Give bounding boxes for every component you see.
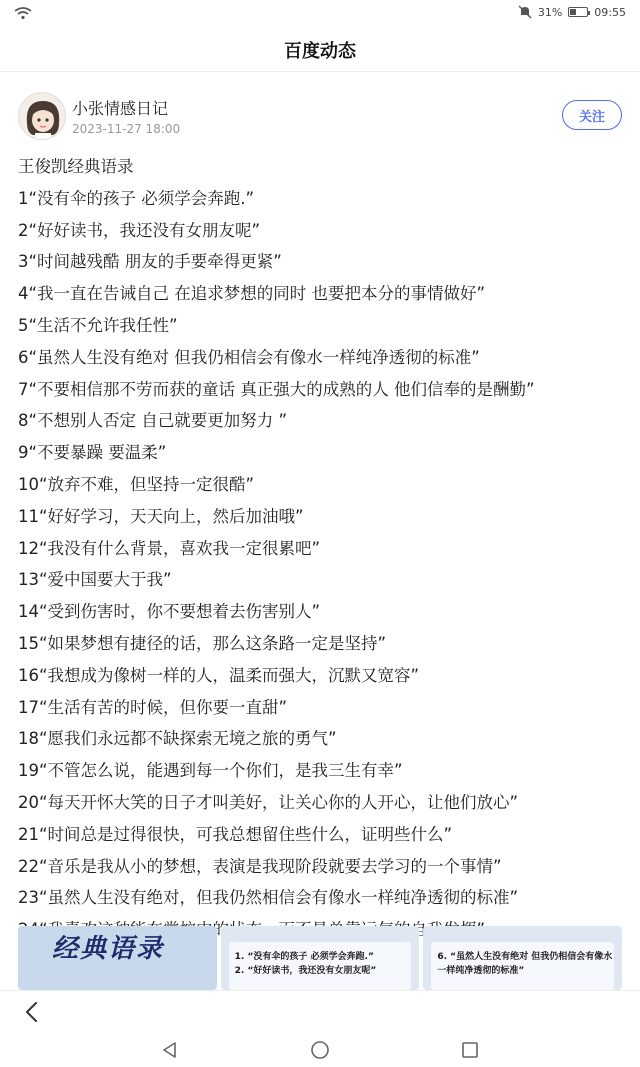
quote-line: 2“好好读书，我还没有女朋友呢”: [18, 220, 261, 240]
quote-line: 8“不想别人否定 自己就要更加努力 ”: [18, 411, 288, 431]
quote-line: 23“虽然人生没有绝对，但我仍然相信会有像水一样纯净透彻的标准”: [18, 888, 519, 908]
quote-line: 11“好好学习，天天向上，然后加油哦”: [18, 506, 304, 526]
quote-line: 20“每天开怀大笑的日子才叫美好，让关心你的人开心，让他们放心”: [18, 792, 519, 812]
quote-line: 19“不管怎么说，能遇到每一个你们，是我三生有幸”: [18, 761, 403, 781]
quote-line: 3“时间越残酷 朋友的手要牵得更紧”: [18, 252, 282, 272]
bottom-app-bar: [0, 990, 640, 1032]
quote-line: 4“我一直在告诫自己 在追求梦想的同时 也要把本分的事情做好”: [18, 284, 486, 304]
follow-button[interactable]: 关注: [562, 100, 622, 130]
image-quote-line: 一样纯净透彻的标准”: [437, 966, 525, 976]
quote-line: 17“生活有苦的时候，但你要一直甜”: [18, 697, 288, 717]
quote-line: 1“没有伞的孩子 必须学会奔跑.”: [18, 188, 255, 208]
mute-bell-icon: [518, 5, 532, 19]
clock: 09:55: [594, 5, 626, 19]
system-nav-bar: [0, 1032, 640, 1067]
title-bar: [0, 28, 640, 72]
image-quote-box: [431, 942, 614, 990]
image-strip: [18, 926, 622, 990]
nav-home-icon[interactable]: [310, 1040, 330, 1060]
image-card-title[interactable]: [18, 926, 217, 990]
quote-line: 21“时间总是过得很快，可我总想留住些什么，证明些什么”: [18, 824, 453, 844]
nav-back-icon[interactable]: [160, 1040, 180, 1060]
image-banner-text: 经典语录: [52, 934, 165, 964]
quote-line: 22“音乐是我从小的梦想，表演是我现阶段就要去学习的一个事情”: [18, 856, 502, 876]
battery-icon: [568, 7, 588, 17]
quote-line: 18“愿我们永远都不缺探索无境之旅的勇气”: [18, 729, 337, 749]
battery-percent: 31%: [537, 5, 563, 19]
wifi-icon: [14, 6, 32, 20]
quote-line: 7“不要相信那不劳而获的童话 真正强大的成熟的人 他们信奉的是酬勤”: [18, 379, 535, 399]
quote-line: 15“如果梦想有捷径的话，那么这条路一定是坚持”: [18, 633, 387, 653]
nav-recent-icon[interactable]: [460, 1040, 480, 1060]
image-quote-line: 1. “没有伞的孩子 必须学会奔跑.”: [234, 952, 374, 962]
image-card-quotes-2[interactable]: [423, 926, 622, 990]
quote-line: 12“我没有什么背景，喜欢我一定很累吧”: [18, 538, 321, 558]
avatar-illustration-icon: [19, 93, 66, 140]
quote-line: 5“生活不允许我任性”: [18, 315, 178, 335]
post-content: [18, 151, 628, 946]
status-bar: [0, 0, 640, 28]
quote-line: 10“放弃不难，但坚持一定很酷”: [18, 474, 255, 494]
avatar[interactable]: [18, 92, 66, 140]
quote-line: 14“受到伤害时，你不要想着去伤害别人”: [18, 602, 321, 622]
image-quote-line: 2. “好好读书，我还没有女朋友呢”: [234, 966, 377, 976]
author-header: [18, 92, 622, 144]
author-name[interactable]: 小张情感日记: [72, 99, 169, 118]
quote-list: [18, 183, 628, 946]
quote-line: 13“爱中国要大于我”: [18, 570, 172, 590]
post-headline: 王俊凯经典语录: [18, 157, 134, 176]
post-timestamp: 2023-11-27 18:00: [72, 122, 181, 136]
image-quote-box: [229, 942, 412, 990]
quote-line: 16“我想成为像树一样的人，温柔而强大，沉默又宽容”: [18, 665, 420, 685]
page-title: 百度动态: [284, 40, 356, 62]
back-icon[interactable]: [22, 1001, 42, 1023]
quote-line: 6“虽然人生没有绝对 但我仍相信会有像水一样纯净透彻的标准”: [18, 347, 480, 367]
image-card-quotes-1[interactable]: [221, 926, 420, 990]
quote-line: 9“不要暴躁 要温柔”: [18, 443, 167, 463]
image-quote-line: 6. “虽然人生没有绝对 但我仍相信会有像水: [437, 952, 613, 962]
